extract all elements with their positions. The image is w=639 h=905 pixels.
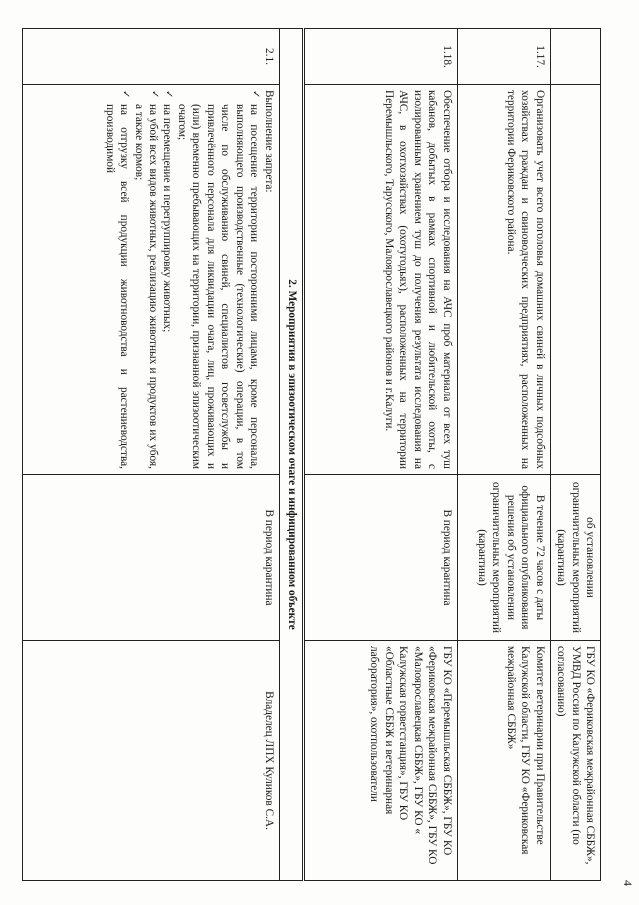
responsible-cell: Владелец ЛПХ Куликов С.А. <box>22 641 279 881</box>
responsible-cell: ГБУ КО «Перемышльская СББЖ», ГБУ КО «Фериковская межрайонная СББЖ», ГБУ КО «Малоярославецкая СББЖ», ГБУ КО « Калужская горветстанция», ГБУ КО «Областные СББЖ и ветеринарная лаборатория», охотпользователи <box>303 641 457 881</box>
list-item: ✓ на посещение территории посторонними лицами, кроме персонала, выполняющего производственные (технологические) операции, в том числе по обслуживанию свиней, специалистов госветслужбы и привлечённого персонала для ликвидации очага, лиц, проживающих и (или) временно пребывающих на территории, признанной эпизоотическим очагом; <box>174 90 261 469</box>
table-row <box>303 29 457 881</box>
table-row <box>550 29 600 881</box>
term-cell: об установлении ограничительных мероприятий (карантина) <box>550 475 600 641</box>
term-cell: В период карантина <box>303 475 457 641</box>
measure-intro: Выполнение запрета: <box>262 90 275 193</box>
responsible-cell: Комитет ветеринарии при Правительстве Калужской области, ГБУ КО «Фериковская межрайонная СББЖ» <box>457 641 550 881</box>
row-number: 1.17. <box>457 29 550 85</box>
measure-text <box>22 85 279 475</box>
measures-table <box>22 28 601 881</box>
list-item: ✓ на перемещение и перегруппировку животных; <box>160 90 174 469</box>
measure-text: Обеспечение отбора и исследования на АЧС проб материала от всех туш кабанов, добытых в рамках спортивной и любительской охоты, с изолированным хранением туш до получения результата исследования на АЧС, в охотхозяйствах (охотугодьях), расположенных на территории Перемышльского, Тарусского, Малоярославецкого районов и г.Калуги. <box>303 85 457 475</box>
row-number: 2.1. <box>22 29 279 85</box>
table-row <box>22 29 279 881</box>
page-number: 4 <box>621 880 635 886</box>
term-cell: В течение 72 часов с даты официального опубликования решения об установлении ограничительных мероприятий (карантина) <box>457 475 550 641</box>
row-number <box>550 29 600 85</box>
term-cell: В период карантина <box>22 475 279 641</box>
section-header-row <box>279 29 303 881</box>
measure-text: Организовать учет всего поголовья домашних свиней в личных подсобных хозяйствах граждан и свиноводческих предприятиях, расположенных на территории Фериковского района. <box>457 85 550 475</box>
list-item: ✓ на отгрузку всей продукции животноводства и растениеводства, производимой <box>102 90 131 469</box>
table-row <box>457 29 550 881</box>
row-number: 1.18. <box>303 29 457 85</box>
section-title: 2. Мероприятия в эпизоотическом очаге и инфицированном объекте <box>279 29 303 881</box>
responsible-cell: ГБУ КО «Фериковская межрайонная СББЖ», УМВД России по Калужской области (по согласованию) <box>550 641 600 881</box>
list-item: ✓ на убой всех видов животных, реализацию животных и продуктов их убоя, а также кормов; <box>131 90 160 469</box>
ban-list <box>102 90 261 469</box>
measure-text <box>550 85 600 475</box>
